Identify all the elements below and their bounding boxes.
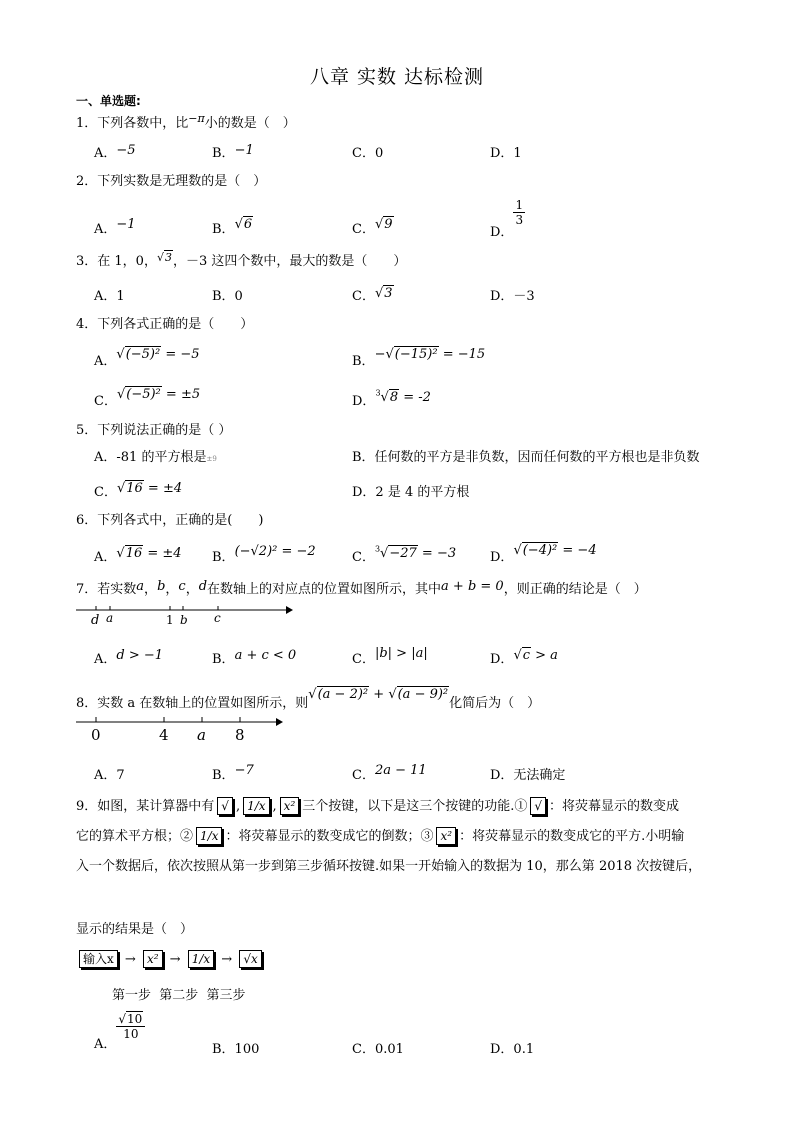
sqrt-key-icon-2: √ bbox=[530, 797, 546, 815]
q7-option-b[interactable]: B．a + c < 0 bbox=[212, 648, 297, 667]
q1-symbol: −π bbox=[188, 112, 205, 125]
q8-number-line bbox=[74, 712, 294, 744]
q4-option-d[interactable]: D．$^3$√8 = -2 bbox=[352, 388, 431, 409]
q1-text-b: 小的数是（ ） bbox=[204, 116, 296, 131]
question-8-stem: 8．实数 a 在数轴上的位置如图所示，则√(a − 2)² + √(a − 9)²化简后为（ ） bbox=[76, 687, 541, 711]
q7-label-d: d bbox=[91, 613, 100, 628]
q7-option-c[interactable]: C．|b| > |a| bbox=[352, 646, 428, 667]
flow-input-box: 输入x bbox=[79, 950, 118, 968]
q3-option-c[interactable]: C．√3 bbox=[352, 286, 393, 304]
flow-sqrt-box: √x bbox=[239, 950, 261, 968]
q7-option-d[interactable]: D．√c > a bbox=[490, 648, 558, 667]
reciprocal-key-icon: 1/x bbox=[243, 797, 269, 815]
q2-option-a[interactable]: A．−1 bbox=[94, 217, 136, 237]
q2-option-b[interactable]: B．√6 bbox=[212, 217, 253, 237]
q9-step-labels: 第一步 第二步 第三步 bbox=[112, 988, 246, 1003]
question-9-stem bbox=[76, 792, 726, 882]
q7-number-line bbox=[74, 600, 294, 630]
q7-label-a: a bbox=[106, 611, 114, 625]
sqrt-key-icon: √ bbox=[217, 797, 233, 815]
q1-text-a: 1．下列各数中，比 bbox=[76, 116, 189, 131]
q1-option-c[interactable]: C．0 bbox=[352, 146, 384, 161]
q8-option-c[interactable]: C．2a − 11 bbox=[352, 763, 427, 783]
q5-option-d[interactable]: D．2 是 4 的平方根 bbox=[352, 485, 470, 500]
question-5-stem: 5．下列说法正确的是（ ） bbox=[76, 423, 232, 438]
q7-label-b: b bbox=[180, 613, 188, 627]
q8-label-0: 0 bbox=[91, 726, 101, 744]
q6-option-c[interactable]: C．$^3$√−27 = −3 bbox=[352, 544, 457, 565]
q1-option-a[interactable]: A．−5 bbox=[94, 143, 136, 161]
question-2-stem: 2．下列实数是无理数的是（ ） bbox=[76, 174, 267, 189]
q9-option-b[interactable]: B．100 bbox=[212, 1042, 260, 1057]
q9-line-1: 9．如图，某计算器中有 √ , 1/x , x² 三个按键，以下是这三个按键的功能.① √ ：将荧幕显示的数变成 bbox=[76, 799, 680, 814]
q3-option-b[interactable]: B．0 bbox=[212, 289, 243, 304]
question-7-stem: 7．若实数a，b，c，d在数轴上的对应点的位置如图所示，其中a + b = 0，则正确的结论是（ ） bbox=[76, 579, 647, 597]
flow-reciprocal-box: 1/x bbox=[188, 950, 214, 968]
q8-option-a[interactable]: A．7 bbox=[94, 768, 125, 783]
q5-option-c[interactable]: C．√16 = ±4 bbox=[94, 481, 183, 500]
q9-line-4: 显示的结果是（ ） bbox=[76, 922, 194, 937]
q7-label-1: 1 bbox=[166, 613, 174, 627]
square-key-icon: x² bbox=[280, 797, 300, 815]
reciprocal-key-icon-2: 1/x bbox=[196, 827, 222, 845]
q6-option-d[interactable]: D．√(−4)² = −4 bbox=[490, 543, 597, 565]
q9-option-d[interactable]: D．0.1 bbox=[490, 1042, 535, 1057]
q2-option-d[interactable]: D． $\frac{1}{3}$ bbox=[490, 198, 524, 240]
q9-line-3: 入一个数据后，依次按照从第一步到第三步循环按键.如果一开始输入的数据为 10，那么第 2018 次按键后， bbox=[76, 859, 702, 874]
question-6-stem: 6．下列各式中，正确的是( ) bbox=[76, 513, 264, 528]
q3-option-d[interactable]: D．－3 bbox=[490, 289, 535, 304]
q4-option-c[interactable]: C．√(−5)² = ±5 bbox=[94, 387, 201, 409]
q8-axis-arrow bbox=[276, 718, 283, 726]
q6-option-b[interactable]: B．(−√2)² = −2 bbox=[212, 544, 316, 565]
q6-option-a[interactable]: A．√16 = ±4 bbox=[94, 546, 182, 565]
question-4-stem: 4．下列各式正确的是（ ） bbox=[76, 317, 254, 332]
q9-flowchart: 输入x → x² → 1/x → √x bbox=[76, 950, 265, 968]
q5-option-b[interactable]: B．任何数的平方是非负数，因而任何数的平方根也是非负数 bbox=[352, 450, 700, 465]
q8-option-b[interactable]: B．−7 bbox=[212, 763, 254, 783]
q7-axis-arrow bbox=[286, 606, 293, 614]
page-title: 八章 实数 达标检测 bbox=[309, 66, 485, 88]
q9-line-2: 它的算术平方根；② 1/x ：将荧幕显示的数变成它的倒数；③ x² ：将荧幕显示的数变成它的平方.小明输 bbox=[76, 829, 685, 844]
question-3-stem: 3．在 1，0，√3，－3 这四个数中，最大的数是（ ） bbox=[76, 251, 407, 269]
q7-label-c: c bbox=[214, 611, 221, 625]
q8-label-8: 8 bbox=[235, 726, 245, 744]
q4-option-a[interactable]: A．√(−5)² = −5 bbox=[94, 347, 200, 369]
q8-option-d[interactable]: D．无法确定 bbox=[490, 768, 566, 783]
square-key-icon-2: x² bbox=[436, 827, 456, 845]
question-1-stem bbox=[76, 112, 296, 131]
q4-option-b[interactable]: B．−√(−15)² = −15 bbox=[352, 347, 486, 369]
flow-square-box: x² bbox=[143, 950, 163, 968]
q9-option-a[interactable]: A． $\frac{√10}{10}$ bbox=[94, 1012, 145, 1041]
q8-label-a: a bbox=[197, 726, 206, 744]
q8-label-4: 4 bbox=[159, 726, 169, 744]
q1-option-d[interactable]: D．1 bbox=[490, 146, 522, 161]
q1-option-b[interactable]: B．−1 bbox=[212, 143, 254, 161]
q9-option-c[interactable]: C．0.01 bbox=[352, 1042, 404, 1057]
q7-option-a[interactable]: A．d > −1 bbox=[94, 648, 164, 667]
q3-option-a[interactable]: A．1 bbox=[94, 289, 125, 304]
q2-option-c[interactable]: C．√9 bbox=[352, 217, 393, 237]
q5-option-a[interactable]: A．-81 的平方根是±9 bbox=[94, 450, 217, 465]
section-heading: 一、单选题: bbox=[76, 94, 141, 108]
